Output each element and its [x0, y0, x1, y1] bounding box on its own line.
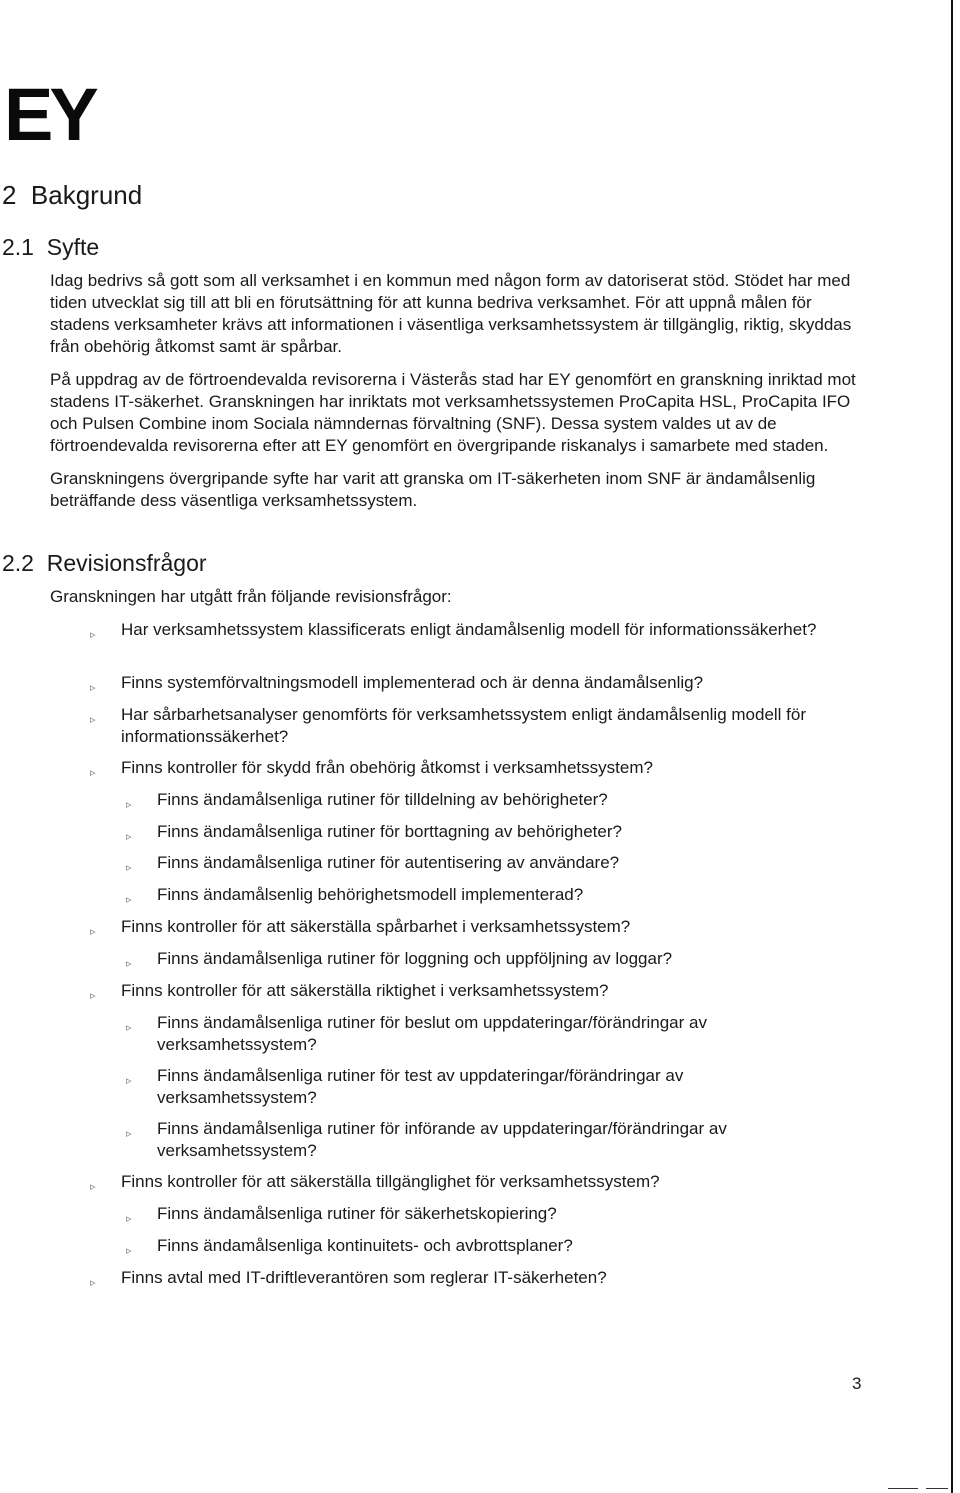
revision-question: Finns ändamålsenliga rutiner för autentisering av användare? [157, 853, 620, 872]
revision-question: Finns kontroller för att säkerställa tillgänglighet för verksamhetssystem? [121, 1172, 660, 1191]
revision-question: Finns kontroller för att säkerställa riktighet i verksamhetssystem? [121, 981, 609, 1000]
revision-question: Finns avtal med IT-driftleverantören som reglerar IT-säkerheten? [121, 1268, 607, 1287]
revision-question: Finns ändamålsenliga rutiner för borttagning av behörigheter? [157, 822, 622, 841]
bullet-icon: ▹ [126, 958, 132, 970]
bullet-icon: ▹ [90, 1181, 96, 1193]
footer-rule [926, 1488, 948, 1489]
revision-question: Finns systemförvaltningsmodell implementerad och är denna ändamålsenlig? [121, 673, 704, 692]
bullet-icon: ▹ [90, 767, 96, 779]
bullet-icon: ▹ [126, 799, 132, 811]
bullet-icon: ▹ [126, 862, 132, 874]
bullet-icon: ▹ [126, 894, 132, 906]
bullet-icon: ▹ [90, 629, 96, 641]
subsection-number: 2.2 [2, 550, 34, 576]
revision-question: Finns ändamålsenliga rutiner för tilldelning av behörigheter? [157, 790, 608, 809]
section-number: 2 [2, 180, 17, 210]
revision-question: Finns ändamålsenliga kontinuitets- och avbrottsplaner? [157, 1236, 573, 1255]
footer-rule [888, 1488, 918, 1489]
ey-logo: EY [4, 73, 95, 156]
bullet-icon: ▹ [126, 1022, 132, 1034]
bullet-icon: ▹ [90, 926, 96, 938]
paragraph: På uppdrag av de förtroendevalda revisorerna i Västerås stad har EY genomfört en granskning inriktad mot stadens IT-säkerhet. Granskningen har inriktats mot verksamhetssystemen ProCapita HSL, ProCapita IFO och Pulsen Combine inom Sociala nämndernas förvaltning (SNF). Dessa system valdes ut av de förtroendevalda revisorerna efter att EY genomfört en övergripande riskanalys i samarbete med staden. [50, 370, 856, 455]
paragraph: Idag bedrivs så gott som all verksamhet i en kommun med någon form av datoriserat stöd. Stödet har med tiden utvecklat sig till att bli en förutsättning för att kunna bedriva verksamhet. För att uppnå målen för stadens verksamheter krävs att informationen i väsentliga verksamhetssystem är tillgänglig, riktig, skyddas från obehörig åtkomst samt är spårbar. [50, 271, 852, 356]
bullet-icon: ▹ [90, 714, 96, 726]
bullet-icon: ▹ [126, 831, 132, 843]
revision-question: Finns ändamålsenliga rutiner för test av uppdateringar/förändringar av verksamhetssystem? [157, 1066, 684, 1107]
bullet-icon: ▹ [126, 1213, 132, 1225]
revision-question: Finns kontroller för att säkerställa spårbarhet i verksamhetssystem? [121, 917, 631, 936]
subsection-title: Revisionsfrågor [46, 550, 207, 576]
revision-question: Finns ändamålsenlig behörighetsmodell implementerad? [157, 885, 584, 904]
bullet-icon: ▹ [90, 990, 96, 1002]
paragraph: Granskningens övergripande syfte har varit att granska om IT-säkerheten inom SNF är ändamålsenlig beträffande dess väsentliga verksamhetssystem. [50, 469, 816, 510]
bullet-icon: ▹ [126, 1128, 132, 1140]
bullet-icon: ▹ [126, 1075, 132, 1087]
page-number: 3 [852, 1374, 862, 1393]
section-title: Bakgrund [30, 180, 143, 210]
revision-question: Har sårbarhetsanalyser genomförts för verksamhetssystem enligt ändamålsenlig modell för informationssäkerhet? [121, 705, 807, 746]
page-edge-rule [951, 0, 953, 1493]
revision-question: Finns ändamålsenliga rutiner för införande av uppdateringar/förändringar av verksamhetssystem? [157, 1119, 727, 1160]
subsection-title: Syfte [46, 234, 100, 260]
revision-question: Finns ändamålsenliga rutiner för säkerhetskopiering? [157, 1204, 557, 1223]
bullet-icon: ▹ [126, 1245, 132, 1257]
bullet-icon: ▹ [90, 682, 96, 694]
bullet-icon: ▹ [90, 1277, 96, 1289]
subsection-number: 2.1 [2, 234, 34, 260]
revision-question: Finns ändamålsenliga rutiner för loggning och uppföljning av loggar? [157, 949, 673, 968]
revision-intro: Granskningen har utgått från följande revisionsfrågor: [50, 587, 452, 606]
revision-question: Finns kontroller för skydd från obehörig åtkomst i verksamhetssystem? [121, 758, 653, 777]
revision-question: Har verksamhetssystem klassificerats enligt ändamålsenlig modell för informationssäkerhet? [121, 620, 817, 639]
revision-question: Finns ändamålsenliga rutiner för beslut om uppdateringar/förändringar av verksamhetssystem? [157, 1013, 707, 1054]
